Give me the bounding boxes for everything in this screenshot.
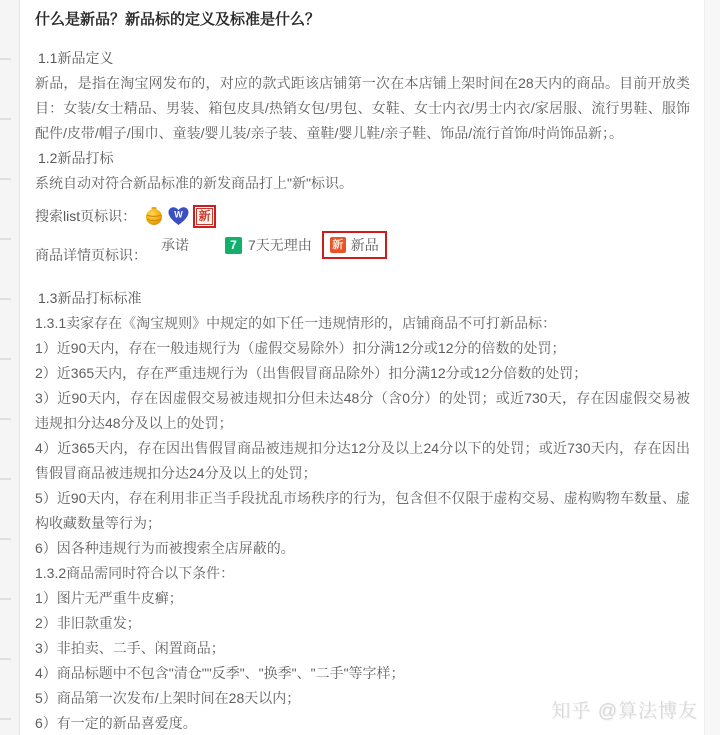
section-heading-1-3: 1.3新品打标标准 [38, 290, 142, 306]
detail-page-label: 商品详情页标识： [35, 247, 147, 263]
blue-heart-w-icon [167, 206, 190, 227]
gold-beehive-icon [144, 206, 164, 226]
annotation-box-detail [322, 231, 387, 259]
rule-item-132-6: 6）有一定的新品喜爱度。 [35, 715, 197, 731]
right-page-edge-strip [704, 0, 720, 735]
rule-item-131-6: 6）因各种违规行为而被搜索全店屏蔽的。 [35, 540, 295, 556]
rule-item-132-4: 4）商品标题中不包含"清仓""反季"、"换季"、"二手"等字样； [35, 665, 405, 681]
search-list-row [35, 200, 690, 232]
rule-item-132-1: 1）图片无严重牛皮癣； [35, 590, 183, 606]
svg-text:W: W [174, 209, 183, 219]
article-content [20, 0, 704, 735]
detail-page-iconset [161, 231, 387, 259]
new-product-text: 新品 [350, 237, 379, 253]
orange-new-badge-icon: 新 [330, 237, 346, 253]
watermark: 知乎 @算法博友 [551, 701, 698, 722]
seven-day-text: 7天无理由 [248, 237, 312, 253]
promise-text: 承诺 [161, 237, 189, 253]
paragraph-tagging: 系统自动对符合新品标准的新发商品打上"新"标识。 [35, 175, 353, 191]
paragraph-definition: 新品，是指在淘宝网发布的，对应的款式距该店铺第一次在本店铺上架时间在28天内的商品。目前开放类目：女装/女士精品、男装、箱包皮具/热销女包/男包、女鞋、女士内衣/男士内衣/家居服、流行男鞋、服饰配件/皮带/帽子/围巾、童装/婴儿装/亲子装、童鞋/婴儿鞋/亲子鞋、饰品/流行首饰/时尚饰品新；。 [35, 75, 690, 141]
rule-item-132-3: 3）非拍卖、二手、闲置商品； [35, 640, 225, 656]
search-list-iconset [144, 205, 216, 228]
rule-item-131-5: 5）近90天内，存在利用非正当手段扰乱市场秩序的行为，包含但不仅限于虚构交易、虚构购物车数量、虚构收藏数量等行为； [35, 490, 690, 531]
detail-page-row [35, 232, 690, 268]
rule-item-131-3: 3）近90天内，存在因虚假交易被违规扣分但未达48分（含0分）的处罚；或近730天，存在因虚假交易被违规扣分达48分及以上的处罚； [35, 390, 690, 431]
rule-item-131-1: 1）近90天内，存在一般违规行为（虚假交易除外）扣分满12分或12分的倍数的处罚； [35, 340, 566, 356]
section-heading-1-3-1: 1.3.1卖家存在《淘宝规则》中规定的如下任一违规情形的，店铺商品不可打新品标： [35, 315, 557, 331]
section-heading-1-1: 1.1新品定义 [38, 50, 114, 66]
rule-item-132-2: 2）非旧款重发； [35, 615, 141, 631]
annotation-box-search [193, 205, 216, 228]
rule-item-131-4: 4）近365天内，存在因出售假冒商品被违规扣分达12分及以上24分以下的处罚；或近730天内，存在因出售假冒商品被违规扣分达24分及以上的处罚； [35, 440, 690, 481]
page-title: 什么是新品？新品标的定义及标准是什么？ [35, 11, 321, 28]
search-list-label: 搜索list页标识： [35, 207, 137, 224]
rule-item-131-2: 2）近365天内，存在严重违规行为（出售假冒商品除外）扣分满12分或12分倍数的处罚； [35, 365, 588, 381]
left-page-edge-strip [0, 0, 20, 735]
section-heading-1-3-2: 1.3.2商品需同时符合以下条件： [35, 565, 235, 581]
section-heading-1-2: 1.2新品打标 [38, 150, 114, 166]
red-new-stamp-icon: 新 [196, 208, 213, 225]
green-seven-badge-icon: 7 [225, 237, 242, 254]
rule-item-132-5: 5）商品第一次发布/上架时间在28天以内； [35, 690, 301, 706]
